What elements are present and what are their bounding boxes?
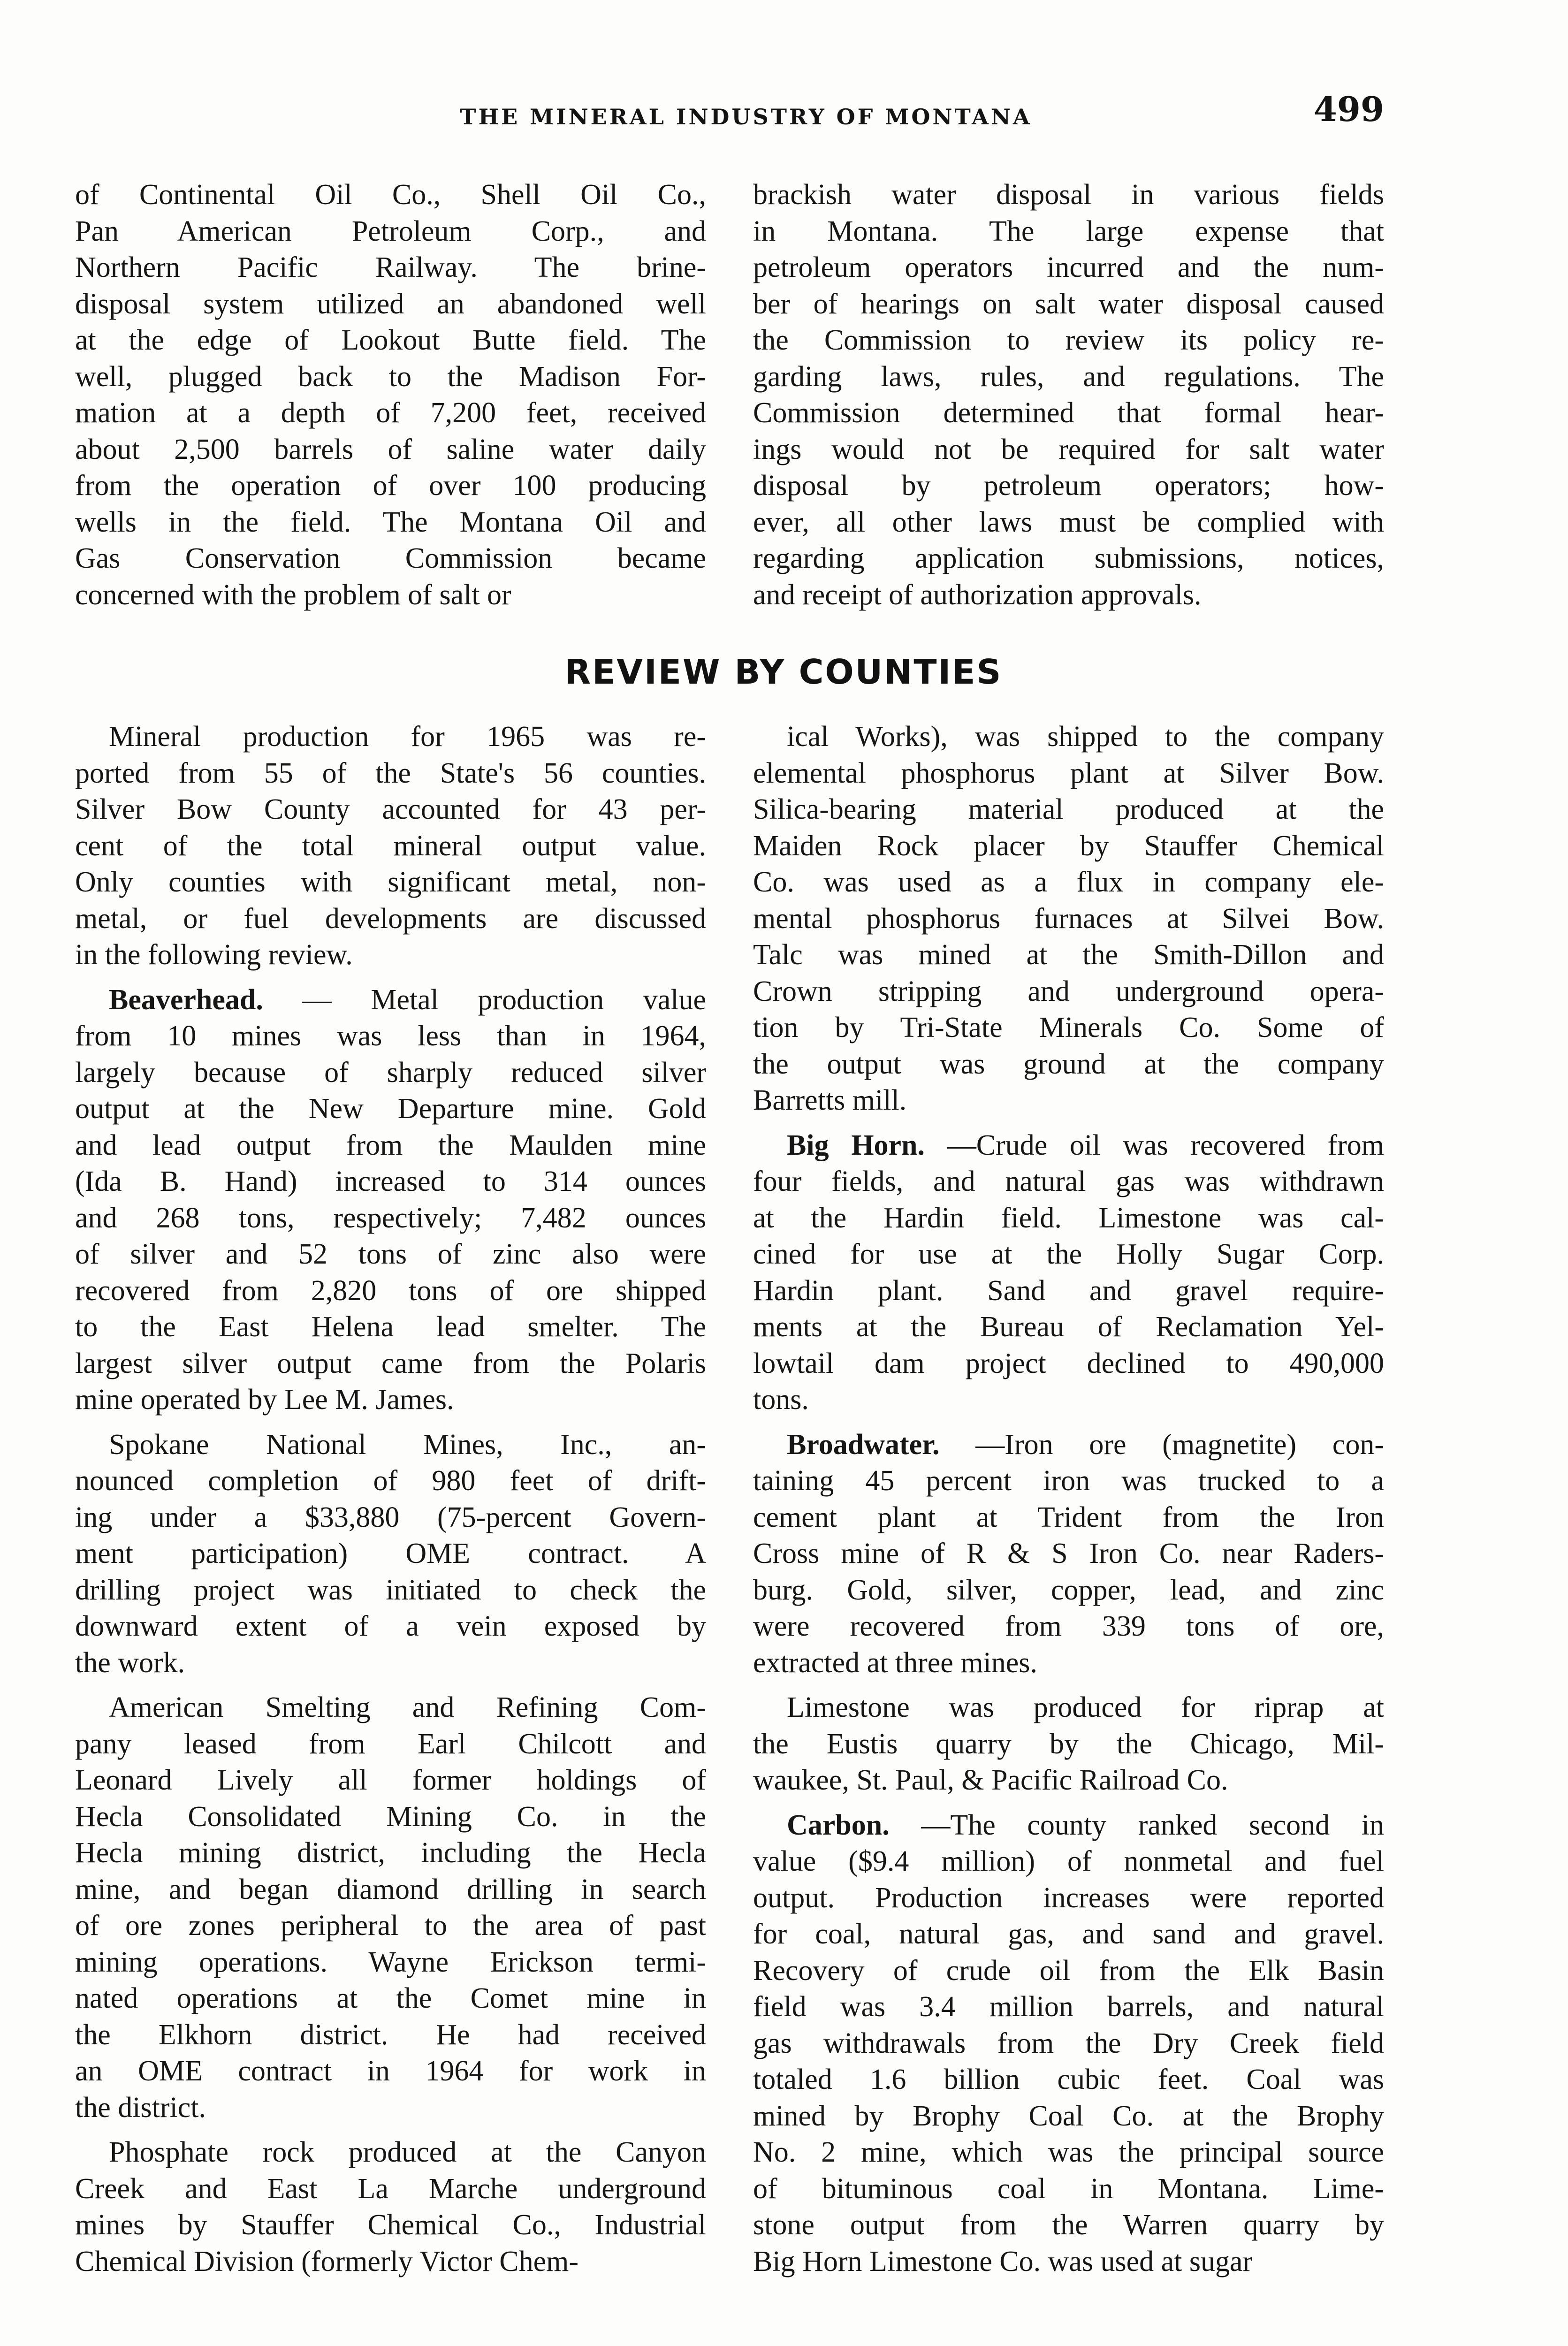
paragraph <box>75 719 706 974</box>
text-line <box>753 1127 1384 1164</box>
text-line: Cross mine of R & S Iron Co. near Raders- <box>753 1538 1384 1569</box>
text-line: Northern Pacific Railway. The brine- <box>75 251 706 283</box>
text-line: mine operated by Lee M. James. <box>75 1384 454 1416</box>
text-line: extracted at three mines. <box>753 1646 1037 1679</box>
text-line: for coal, natural gas, and sand and gravel. <box>753 1918 1384 1950</box>
text-line: Silver Bow County accounted for 43 per- <box>75 793 706 825</box>
text-line: tons. <box>753 1384 809 1416</box>
text-line: of bituminous coal in Montana. Lime- <box>753 2172 1384 2205</box>
county-heading: Big Horn. <box>787 1129 925 1161</box>
text-line: largest silver output came from the Polaris <box>75 1347 706 1379</box>
text-line: at the edge of Lookout Butte field. The <box>75 324 706 356</box>
text-line: Commission determined that formal hear- <box>753 397 1384 429</box>
text-line: gas withdrawals from the Dry Creek field <box>753 2027 1384 2059</box>
text-line: value ($9.4 million) of nonmetal and fuel <box>753 1845 1384 1877</box>
text-line: output at the New Departure mine. Gold <box>75 1093 706 1125</box>
text-line: the output was ground at the company <box>753 1048 1384 1080</box>
right-column <box>753 719 1384 2280</box>
paragraph <box>753 1127 1384 1418</box>
text-line-rest: —Crude oil was recovered from <box>947 1129 1384 1161</box>
top-right-column <box>753 177 1384 613</box>
text-line: Only counties with significant metal, non- <box>75 866 706 898</box>
text-line: elemental phosphorus plant at Silver Bow. <box>753 757 1384 789</box>
text-line: Recovery of crude oil from the Elk Basin <box>753 1954 1384 1987</box>
text-line: petroleum operators incurred and the num- <box>753 251 1384 283</box>
text-line: concerned with the problem of salt or <box>75 579 511 611</box>
text-line: an OME contract in 1964 for work in <box>75 2055 706 2087</box>
text-line: No. 2 mine, which was the principal source <box>753 2136 1384 2168</box>
text-line: Barretts mill. <box>753 1084 907 1116</box>
text-line: American Smelting and Refining Com- <box>109 1691 706 1723</box>
text-line: nounced completion of 980 feet of drift- <box>75 1465 706 1497</box>
paragraph-gap <box>75 2126 706 2134</box>
text-line: mation at a depth of 7,200 feet, received <box>75 397 706 429</box>
text-line: burg. Gold, silver, copper, lead, and zinc <box>753 1574 1384 1606</box>
text-line: Creek and East La Marche underground <box>75 2172 706 2205</box>
paragraph-gap <box>75 1681 706 1690</box>
text-line: wells in the field. The Montana Oil and <box>75 506 706 538</box>
text-line: Crown stripping and underground opera- <box>753 975 1384 1007</box>
paragraph <box>75 1690 706 2126</box>
paragraph-gap <box>753 1681 1384 1690</box>
paragraph <box>753 1807 1384 2280</box>
text-line: and lead output from the Maulden mine <box>75 1129 706 1161</box>
text-line: from the operation of over 100 producing <box>75 470 706 502</box>
text-line: and 268 tons, respectively; 7,482 ounces <box>75 1202 706 1234</box>
paragraph <box>753 1427 1384 1682</box>
text-line: cement plant at Trident from the Iron <box>753 1501 1384 1533</box>
text-line: Pan American Petroleum Corp., and <box>75 215 706 247</box>
text-line: mental phosphorus furnaces at Silvei Bow. <box>753 902 1384 935</box>
text-line: metal, or fuel developments are discussed <box>75 902 706 935</box>
text-line: disposal system utilized an abandoned well <box>75 288 706 320</box>
paragraph <box>75 2134 706 2280</box>
text-line: Co. was used as a flux in company ele- <box>753 866 1384 898</box>
county-heading: Beaverhead. <box>109 983 263 1016</box>
text-line: brackish water disposal in various fields <box>753 179 1384 211</box>
text-line: Maiden Rock placer by Stauffer Chemical <box>753 830 1384 862</box>
text-line: Talc was mined at the Smith-Dillon and <box>753 939 1384 971</box>
text-line: Phosphate rock produced at the Canyon <box>109 2136 706 2168</box>
text-line: ings would not be required for salt water <box>753 433 1384 465</box>
text-line: Limestone was produced for riprap at <box>787 1691 1384 1723</box>
text-line: drilling project was initiated to check the <box>75 1574 706 1606</box>
paragraph-gap <box>753 1418 1384 1427</box>
text-line: tion by Tri-State Minerals Co. Some of <box>753 1012 1384 1044</box>
text-line: mining operations. Wayne Erickson termi- <box>75 1946 706 1978</box>
text-line: output. Production increases were reported <box>753 1881 1384 1914</box>
text-line: were recovered from 339 tons of ore, <box>753 1610 1384 1642</box>
text-line: waukee, St. Paul, & Pacific Railroad Co. <box>753 1764 1228 1796</box>
running-head: THE MINERAL INDUSTRY OF MONTANA <box>460 104 1032 129</box>
text-line: the Elkhorn district. He had received <box>75 2018 706 2051</box>
text-line: Hecla mining district, including the Hecla <box>75 1837 706 1869</box>
text-line: four fields, and natural gas was withdrawn <box>753 1165 1384 1197</box>
text-line: garding laws, rules, and regulations. The <box>753 360 1384 393</box>
text-line: mines by Stauffer Chemical Co., Industrial <box>75 2209 706 2241</box>
text-line: cined for use at the Holly Sugar Corp. <box>753 1238 1384 1270</box>
text-line: to the East Helena lead smelter. The <box>75 1311 706 1343</box>
text-line <box>75 982 706 1019</box>
text-line: the district. <box>75 2091 206 2124</box>
paragraph <box>75 982 706 1418</box>
text-line: of Continental Oil Co., Shell Oil Co., <box>75 179 706 211</box>
text-line: from 10 mines was less than in 1964, <box>75 1020 706 1052</box>
county-heading: Broadwater. <box>787 1428 940 1461</box>
text-line: lowtail dam project declined to 490,000 <box>753 1347 1384 1379</box>
text-line: ber of hearings on salt water disposal caused <box>753 288 1384 320</box>
text-line: well, plugged back to the Madison For- <box>75 360 706 393</box>
text-line: field was 3.4 million barrels, and natural <box>753 1991 1384 2023</box>
top-left-column <box>75 177 706 613</box>
text-line: ported from 55 of the State's 56 counties. <box>75 757 706 789</box>
text-line <box>753 1807 1384 1844</box>
text-line: cent of the total mineral output value. <box>75 830 706 862</box>
text-line: the Eustis quarry by the Chicago, Mil- <box>753 1728 1384 1760</box>
page-number: 499 <box>1313 89 1384 129</box>
text-line: and receipt of authorization approvals. <box>753 579 1202 611</box>
text-line: (Ida B. Hand) increased to 314 ounces <box>75 1165 706 1197</box>
paragraph <box>753 719 1384 1119</box>
text-line: Leonard Lively all former holdings of <box>75 1764 706 1796</box>
text-line: Mineral production for 1965 was re- <box>109 721 706 753</box>
text-line: Chemical Division (formerly Victor Chem- <box>75 2245 579 2277</box>
text-line: ing under a $33,880 (75-percent Govern- <box>75 1501 706 1533</box>
paragraph-gap <box>75 1418 706 1427</box>
paragraph-gap <box>753 1799 1384 1807</box>
text-line: the work. <box>75 1646 185 1679</box>
text-line: regarding application submissions, notices, <box>753 542 1384 574</box>
text-line: Big Horn Limestone Co. was used at sugar <box>753 2245 1253 2277</box>
text-line: ments at the Bureau of Reclamation Yel- <box>753 1311 1384 1343</box>
text-line: mined by Brophy Coal Co. at the Brophy <box>753 2100 1384 2132</box>
text-line: in Montana. The large expense that <box>753 215 1384 247</box>
text-line: ever, all other laws must be complied with <box>753 506 1384 538</box>
county-heading: Carbon. <box>787 1809 890 1841</box>
section-heading: REVIEW BY COUNTIES <box>564 652 1003 692</box>
text-line-rest: — Metal production value <box>302 983 706 1016</box>
text-line: largely because of sharply reduced silver <box>75 1056 706 1089</box>
text-line <box>753 1427 1384 1463</box>
text-line: nated operations at the Comet mine in <box>75 1982 706 2014</box>
text-line-rest: —The county ranked second in <box>921 1809 1384 1841</box>
paragraph <box>753 1690 1384 1799</box>
text-line: ment participation) OME contract. A <box>75 1538 706 1569</box>
paragraph-gap <box>753 1119 1384 1127</box>
text-line: in the following review. <box>75 939 353 971</box>
text-line: Gas Conservation Commission became <box>75 542 706 574</box>
text-line: Hecla Consolidated Mining Co. in the <box>75 1800 706 1833</box>
text-line: pany leased from Earl Chilcott and <box>75 1728 706 1760</box>
text-line: taining 45 percent iron was trucked to a <box>753 1465 1384 1497</box>
paragraph-gap <box>75 974 706 982</box>
text-line: the Commission to review its policy re- <box>753 324 1384 356</box>
text-line: Hardin plant. Sand and gravel require- <box>753 1274 1384 1307</box>
text-line: totaled 1.6 billion cubic feet. Coal was <box>753 2064 1384 2095</box>
text-line: Spokane National Mines, Inc., an- <box>109 1428 706 1461</box>
text-line: of ore zones peripheral to the area of past <box>75 1910 706 1942</box>
text-line: at the Hardin field. Limestone was cal- <box>753 1202 1384 1234</box>
text-line: recovered from 2,820 tons of ore shipped <box>75 1274 706 1307</box>
text-line: Silica-bearing material produced at the <box>753 793 1384 825</box>
text-line: downward extent of a vein exposed by <box>75 1610 706 1642</box>
text-line-rest: —Iron ore (magnetite) con- <box>975 1428 1384 1461</box>
paragraph <box>75 1427 706 1682</box>
text-line: mine, and began diamond drilling in search <box>75 1873 706 1905</box>
text-line: disposal by petroleum operators; how- <box>753 470 1384 502</box>
left-column <box>75 719 706 2280</box>
text-line: ical Works), was shipped to the company <box>787 721 1384 753</box>
text-line: of silver and 52 tons of zinc also were <box>75 1238 706 1270</box>
text-line: stone output from the Warren quarry by <box>753 2209 1384 2241</box>
text-line: about 2,500 barrels of saline water daily <box>75 433 706 465</box>
